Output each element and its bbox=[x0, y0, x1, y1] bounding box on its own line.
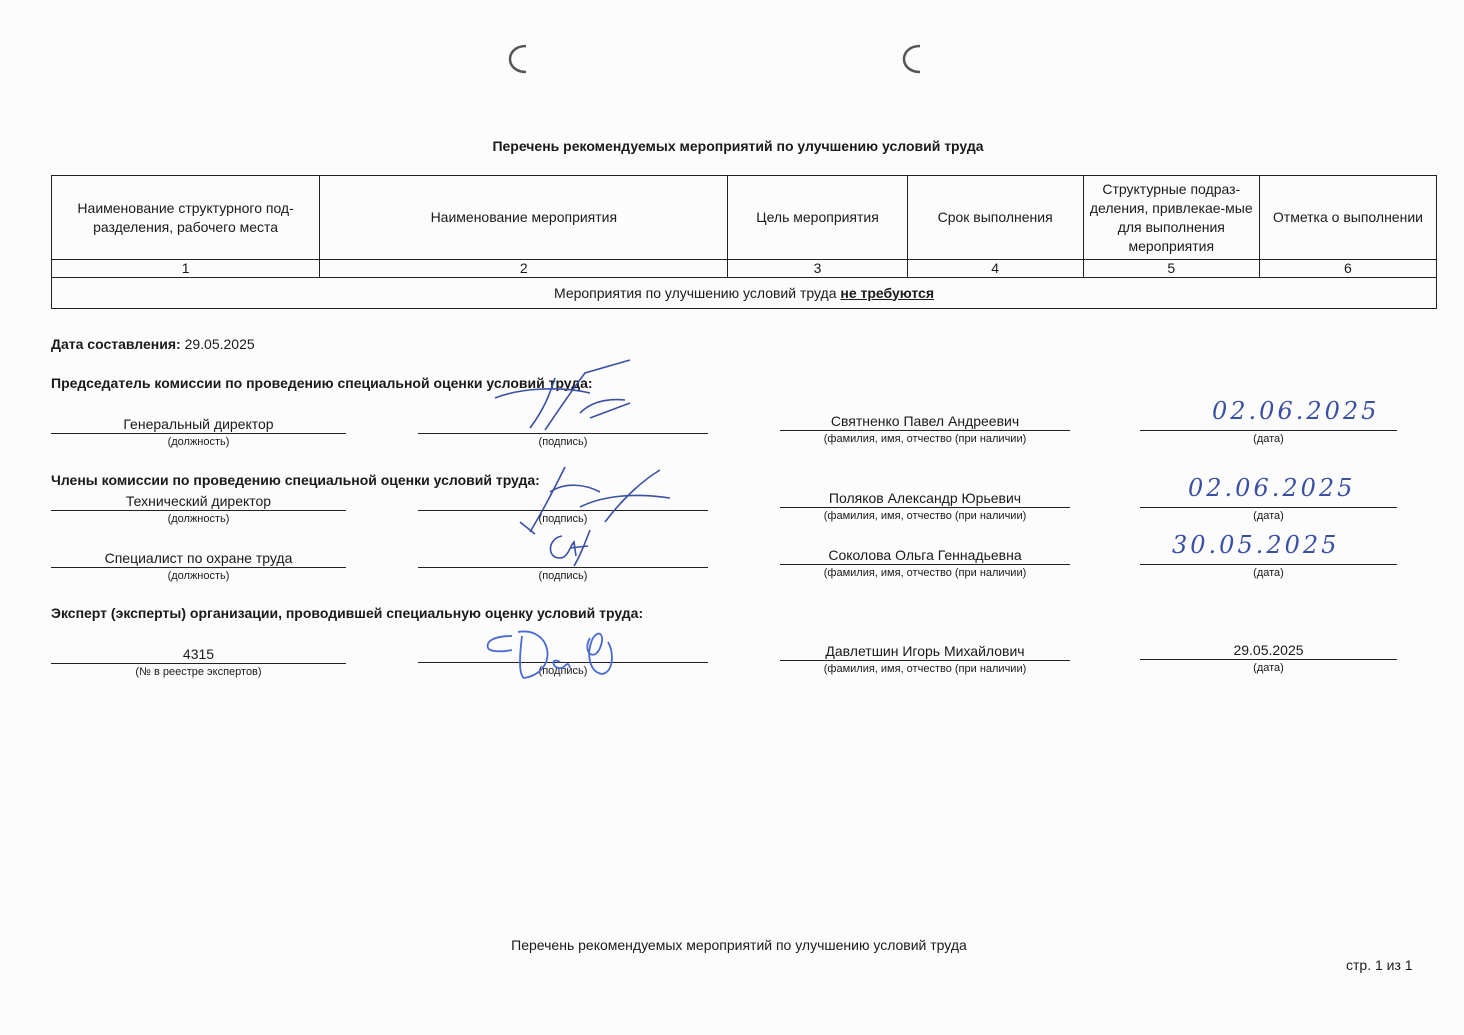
position-caption: (должность) bbox=[167, 570, 230, 582]
expert-name-field bbox=[780, 642, 1070, 676]
chairman-name: Святненко Павел Андреевич bbox=[780, 412, 1070, 431]
date-caption: (дата) bbox=[1253, 662, 1284, 674]
member-handwritten-date: 02.06.2025 bbox=[1188, 474, 1356, 502]
table-note-row bbox=[52, 278, 1437, 309]
table-header-row bbox=[52, 176, 1437, 260]
expert-registry-field bbox=[51, 645, 346, 679]
document-title: Перечень рекомендуемых мероприятий по улучшению условий труда bbox=[492, 138, 984, 154]
expert-date: 29.05.2025 bbox=[1140, 641, 1397, 660]
expert-name: Давлетшин Игорь Михайлович bbox=[780, 642, 1070, 661]
signature-caption: (подпись) bbox=[538, 570, 588, 582]
punch-hole-mark bbox=[506, 44, 530, 74]
column-header: Наименование мероприятия bbox=[320, 176, 728, 260]
member-name: Поляков Александр Юрьевич bbox=[780, 489, 1070, 508]
compiled-date-label: Дата составления: bbox=[51, 336, 181, 352]
column-header: Отметка о выполнении bbox=[1259, 176, 1436, 260]
expert-registry-number: 4315 bbox=[51, 645, 346, 664]
members-heading: Члены комиссии по проведению специальной оценки условий труда: bbox=[51, 472, 540, 488]
page-footer: Перечень рекомендуемых мероприятий по улучшению условий труда bbox=[511, 937, 967, 953]
column-header: Цель мероприятия bbox=[728, 176, 907, 260]
column-number: 6 bbox=[1259, 260, 1436, 278]
member-name-field bbox=[780, 489, 1070, 523]
date-caption: (дата) bbox=[1253, 567, 1284, 579]
column-number: 4 bbox=[907, 260, 1083, 278]
page-number: стр. 1 из 1 bbox=[1346, 957, 1413, 973]
chairman-handwritten-date: 02.06.2025 bbox=[1212, 397, 1380, 425]
member-handwritten-date: 30.05.2025 bbox=[1172, 531, 1340, 559]
member-position-field bbox=[51, 549, 346, 583]
punch-hole-mark bbox=[900, 44, 924, 74]
table-note bbox=[52, 278, 1437, 309]
expert-signature-image bbox=[482, 622, 622, 682]
compiled-date bbox=[51, 336, 255, 352]
signature-caption: (подпись) bbox=[538, 436, 588, 448]
member-signature-image bbox=[540, 528, 600, 568]
column-header: Срок выполнения bbox=[907, 176, 1083, 260]
column-number: 3 bbox=[728, 260, 907, 278]
column-number-row bbox=[52, 260, 1437, 278]
chairman-heading: Председатель комиссии по проведению специальной оценки условий труда: bbox=[51, 375, 593, 391]
measures-table bbox=[51, 175, 1437, 309]
chairman-position: Генеральный директор bbox=[51, 415, 346, 434]
chairman-name-field bbox=[780, 412, 1070, 446]
compiled-date-value: 29.05.2025 bbox=[184, 336, 255, 352]
expert-heading: Эксперт (эксперты) организации, проводившей специальную оценку условий труда: bbox=[51, 605, 644, 621]
note-emphasis: не требуются bbox=[840, 284, 934, 301]
member-position-field bbox=[51, 492, 346, 526]
date-caption: (дата) bbox=[1253, 510, 1284, 522]
fullname-caption: (фамилия, имя, отчество (при наличии) bbox=[823, 567, 1027, 579]
signature-caption: (подпись) bbox=[538, 665, 588, 677]
fullname-caption: (фамилия, имя, отчество (при наличии) bbox=[823, 663, 1027, 675]
signature-caption: (подпись) bbox=[538, 513, 588, 525]
column-number: 2 bbox=[320, 260, 728, 278]
member-name-field bbox=[780, 546, 1070, 580]
chairman-signature-image bbox=[490, 358, 650, 438]
registry-caption: (№ в реестре экспертов) bbox=[135, 666, 262, 678]
column-header: Наименование структурного под-разделения, рабочего места bbox=[52, 176, 320, 260]
column-number: 5 bbox=[1083, 260, 1259, 278]
member-position: Специалист по охране труда bbox=[51, 549, 346, 568]
member-name: Соколова Ольга Геннадьевна bbox=[780, 546, 1070, 565]
position-caption: (должность) bbox=[167, 436, 230, 448]
member-position: Технический директор bbox=[51, 492, 346, 511]
column-number: 1 bbox=[52, 260, 320, 278]
position-caption: (должность) bbox=[167, 513, 230, 525]
fullname-caption: (фамилия, имя, отчество (при наличии) bbox=[823, 510, 1027, 522]
date-caption: (дата) bbox=[1253, 433, 1284, 445]
chairman-position-field bbox=[51, 415, 346, 449]
column-header: Структурные подраз-деления, привлекае-мые для выполнения мероприятия bbox=[1083, 176, 1259, 260]
fullname-caption: (фамилия, имя, отчество (при наличии) bbox=[823, 433, 1027, 445]
expert-date-field bbox=[1140, 641, 1397, 675]
note-text: Мероприятия по улучшению условий труда bbox=[554, 284, 837, 301]
